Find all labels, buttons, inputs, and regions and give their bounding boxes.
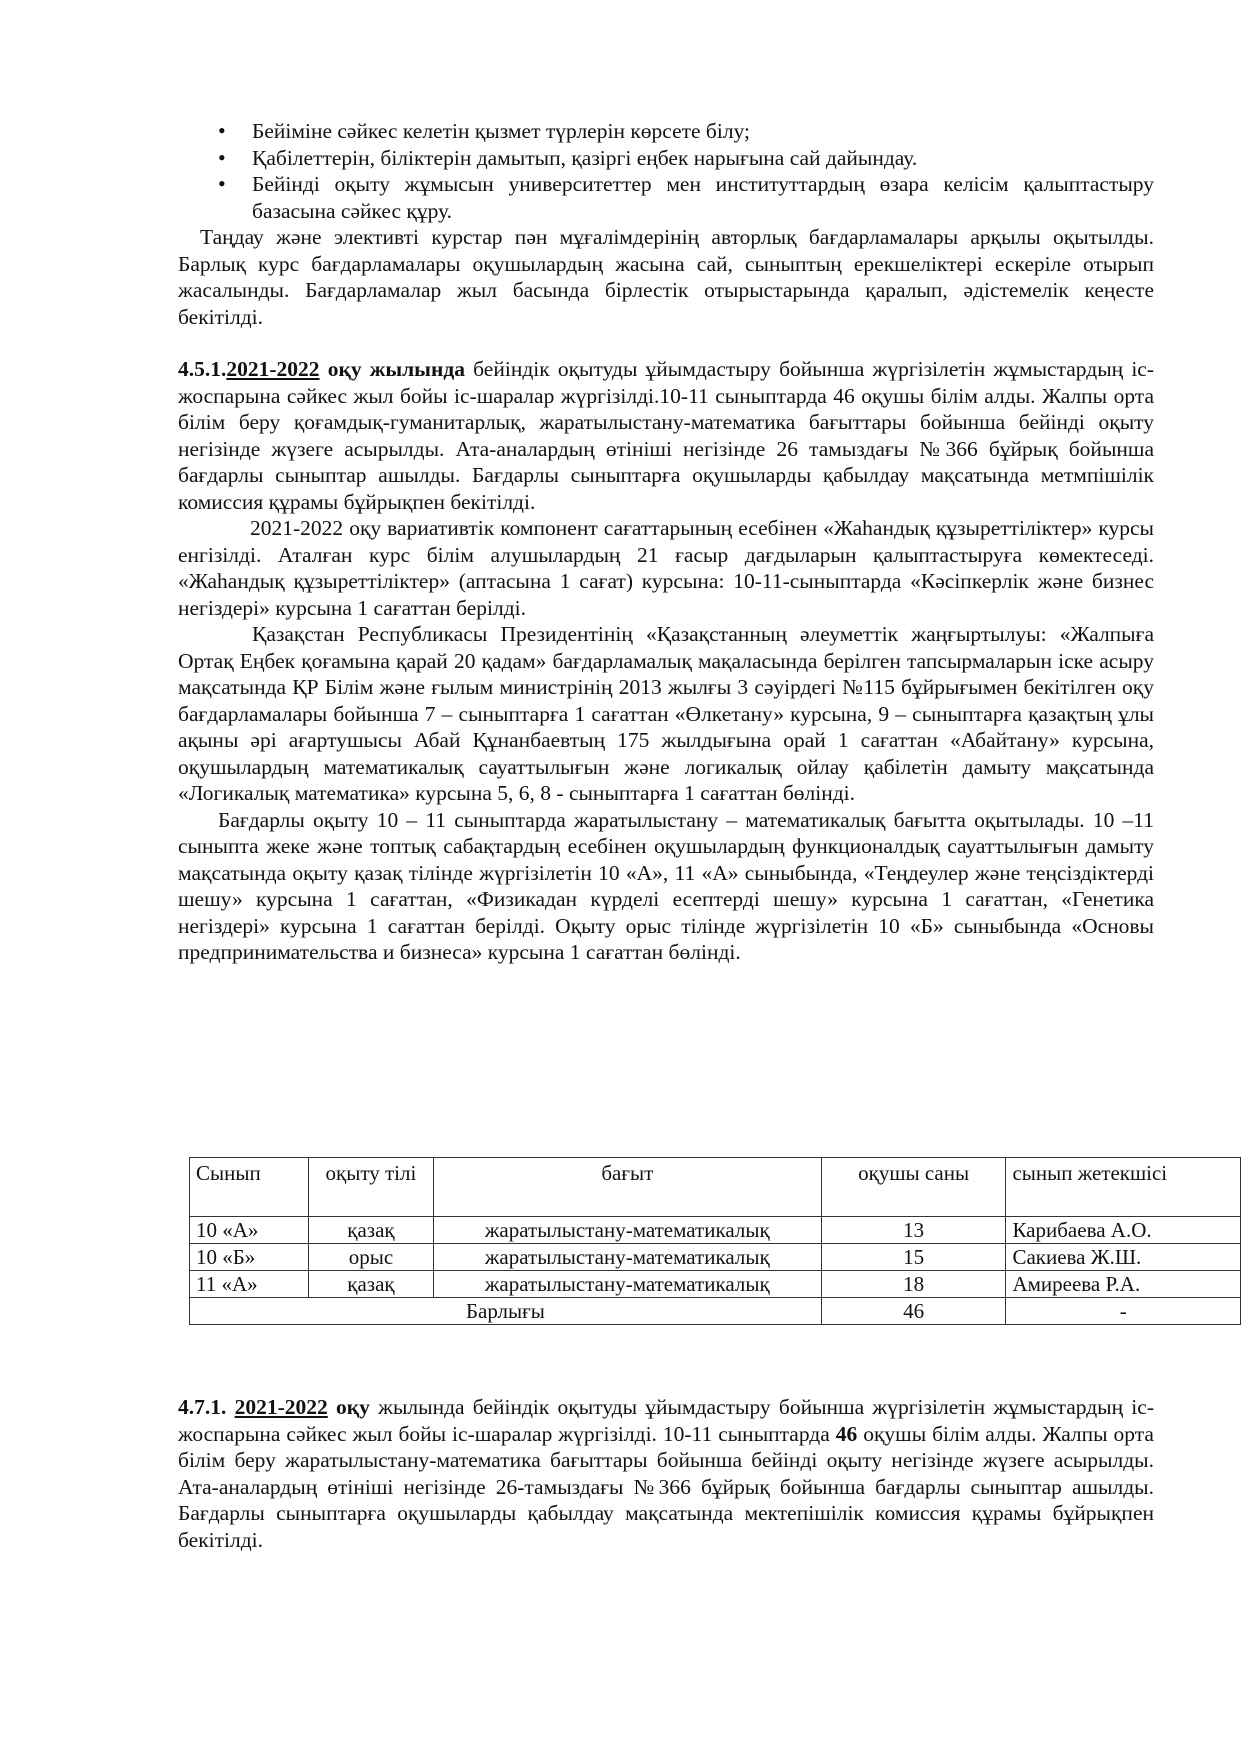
- paragraph-text: оқушы білім алды. Жалпы орта білім беру жаратылыстану-математика бағыттары бойынша бейінді оқыту негізінде жүзеге асырылды. Ата-аналардың өтініші негізінде 26-тамыздағы №366 бұйрық бойынша бағдарлы сыныптар ашылды. Бағдарлы сыныптарға оқушыларды қабылдау мақсатында мектепішілік комиссия құрамы бұйрықпен бекітілді.: [178, 1421, 1154, 1552]
- table-header-row: [190, 1158, 1241, 1217]
- table-total-row: [190, 1298, 1241, 1325]
- cell-language: қазақ: [309, 1217, 434, 1244]
- cell-teacher: Амиреева Р.А.: [1006, 1271, 1241, 1298]
- profile-paragraph: Бағдарлы оқыту 10 – 11 сыныптарда жаратылыстану – математикалық бағытта оқытылады. 10 –11 сыныпта жеке және топтық сабақтардың есебінен оқушылардың функционалдық сауаттылығын дамыту мақсатында оқыту қазақ тілінде жүргізілетін 10 «А», 11 «А» сыныбында, «Теңдеулер және теңсіздіктерді шешу» курсына 1 сағаттан, «Физикадан күрделі есептерді шешу» курсына 1 сағаттан, «Генетика негіздері» курсына 1 сағаттан берілді. Оқыту орыс тілінде жүргізілетін 10 «Б» сыныбында «Основы предпринимательства и бизнеса» курсына 1 сағаттан бөлінді.: [178, 807, 1154, 964]
- cell-class: 10 «Б»: [190, 1244, 309, 1271]
- section-year: 2021-2022: [234, 1395, 328, 1419]
- bullet-item: • Қабілеттерін, біліктерін дамытып, қазіргі еңбек нарығына сай дайындау.: [178, 145, 1154, 172]
- section-heading: оқу жылында: [319, 357, 465, 381]
- cell-direction: жаратылыстану-математикалық: [433, 1244, 821, 1271]
- header-class: Сынып: [190, 1158, 309, 1217]
- cell-total-teacher: -: [1006, 1298, 1241, 1325]
- cell-direction: жаратылыстану-математикалық: [433, 1217, 821, 1244]
- cell-count: 18: [821, 1271, 1006, 1298]
- table-row: [190, 1271, 1241, 1298]
- global-competence-paragraph: 2021-2022 оқу вариативтік компонент сағаттарының есебінен «Жаһандық құзыреттіліктер» курсы енгізілді. Аталған курс білім алушылардың 21 ғасыр дағдыларын қалыптастыруға көмектеседі. «Жаһандық құзыреттіліктер» (аптасына 1 сағат) курсына: 10-11-сыныптарда «Кәсіпкерлік және бизнес негіздері» курсына 1 сағаттан берілді.: [178, 516, 1154, 620]
- bullet-item: • Бейінді оқыту жұмысын университеттер мен институттардың өзара келісім қалыптастыру базасына сәйкес құру.: [178, 171, 1154, 224]
- section-4-7-1: [178, 1394, 1154, 1553]
- section-number: 4.5.1.: [178, 357, 227, 381]
- program-paragraph: Қазақстан Республикасы Президентінің «Қазақстанның әлеуметтік жаңғыртылуы: «Жалпыға Ортақ Еңбек қоғамына қарай 20 қадам» бағдарламалық мақаласында берілген тапсырмаларын іске асыру мақсатында ҚР Білім және ғылым министрінің 2013 жылғы 3 сәуірдегі №115 бұйрығымен бекітілген оқу бағдарламалары бойынша 7 – сыныптарға 1 сағаттан «Өлкетану» курсына, 9 – сыныптарға қазақтың ұлы ақыны әрі ағартушысы Абай Құнанбаевтың 175 жылдығына орай 1 сағаттан «Абайтану» курсына, оқушылардың математикалық сауаттылығын және логикалық ойлау қабілетін дамыту мақсатында «Логикалық математика» курсына 5, 6, 8 - сыныптарға 1 сағаттан бөлінді.: [178, 622, 1154, 805]
- student-count: 46: [835, 1421, 858, 1446]
- paragraph-text: жылында бейіндік оқытуды ұйымдастыру бойынша жүргізілетін жұмыстардың іс-жоспарына сәйкес жыл бойы іс-шаралар жүргізілді. 10-11 сыныптарда: [178, 1395, 1154, 1446]
- cell-total-count: 46: [821, 1298, 1006, 1325]
- section-4-5-1-paragraph: [178, 356, 1154, 515]
- cell-total-label: Барлығы: [190, 1298, 822, 1325]
- paragraph-text: бейіндік оқытуды ұйымдастыру бойынша жүргізілетін жұмыстардың іс-жоспарына сәйкес жыл бойы іс-шаралар жүргізілді.10-11 сыныптарда 46 оқушы білім алды. Жалпы орта білім беру қоғамдық-гуманитарлық, жаратылыстану-математика бағыттары бойынша бейінді оқыту негізінде жүзеге асырылды. Ата-аналардың өтініші негізінде 26 тамыздағы №366 бұйрық бойынша бағдарлы сыныптар ашылды. Бағдарлы сыныптарға оқушыларды қабылдау мақсатында метмпішілік комиссия құрамы бұйрықпен бекітілді.: [178, 357, 1154, 514]
- cell-count: 15: [821, 1244, 1006, 1271]
- cell-count: 13: [821, 1217, 1006, 1244]
- section-4-7-1-paragraph: [178, 1394, 1154, 1553]
- section-heading: оқу: [327, 1395, 370, 1419]
- section-number: 4.7.1.: [178, 1395, 235, 1419]
- classes-table: [189, 1157, 1241, 1325]
- intro-paragraph: Таңдау және элективті курстар пән мұғалімдерінің авторлық бағдарламалары арқылы оқытылды. Барлық курс бағдарламалары оқушылардың жасына сай, сыныптың ерекшеліктері ескеріле отырып жасалынды. Бағдарламалар жыл басында бірлестік отырыстарында қаралып, әдістемелік кеңесте бекітілді.: [178, 225, 1154, 329]
- cell-teacher: Карибаева А.О.: [1006, 1217, 1241, 1244]
- bullet-item: • Бейіміне сәйкес келетін қызмет түрлерін көрсете білу;: [178, 118, 1154, 145]
- cell-class: 11 «А»: [190, 1271, 309, 1298]
- header-language: оқыту тілі: [309, 1158, 434, 1217]
- header-class-teacher: сынып жетекшісі: [1006, 1158, 1241, 1217]
- table-row: [190, 1217, 1241, 1244]
- header-student-count: оқушы саны: [821, 1158, 1006, 1217]
- table-row: [190, 1244, 1241, 1271]
- cell-language: қазақ: [309, 1271, 434, 1298]
- section-year: 2021-2022: [226, 357, 320, 381]
- header-direction: бағыт: [433, 1158, 821, 1217]
- cell-language: орыс: [309, 1244, 434, 1271]
- cell-teacher: Сакиева Ж.Ш.: [1006, 1244, 1241, 1271]
- cell-direction: жаратылыстану-математикалық: [433, 1271, 821, 1298]
- cell-class: 10 «А»: [190, 1217, 309, 1244]
- content-block: [178, 118, 1154, 966]
- bullet-list: [178, 118, 1154, 224]
